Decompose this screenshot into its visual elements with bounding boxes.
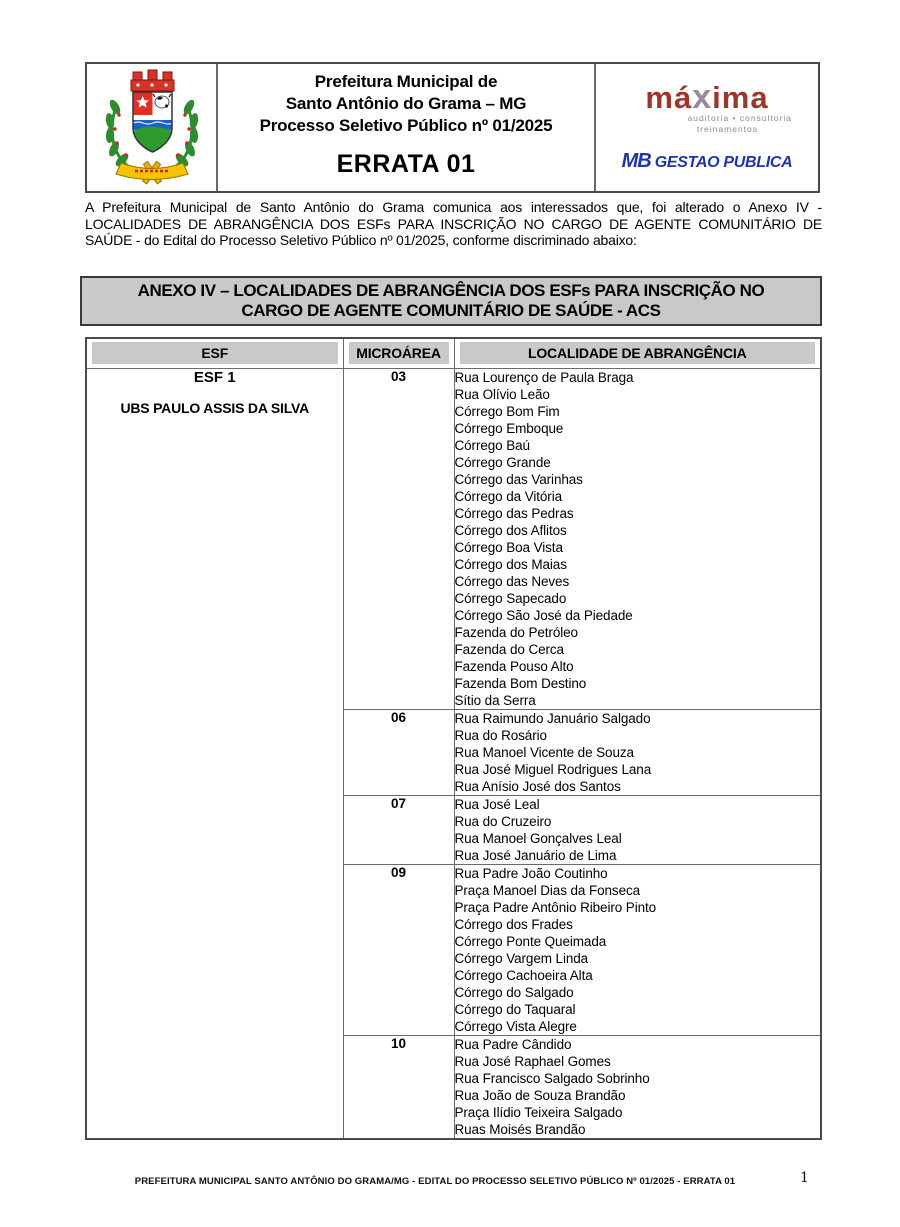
- locality-line: Rua José Januário de Lima: [454, 848, 617, 863]
- microarea-cell: 06: [343, 710, 454, 796]
- locality-line: Córrego Ponte Queimada: [454, 934, 607, 949]
- locality-line: Rua João de Souza Brandão: [454, 1088, 626, 1103]
- locality-line: Fazenda do Cerca: [454, 642, 564, 657]
- ribbon-banner: [116, 163, 188, 180]
- locality-line: Rua Manoel Gonçalves Leal: [454, 831, 622, 846]
- locality-line: Córrego Sapecado: [454, 591, 567, 606]
- table-row: [86, 369, 821, 710]
- locality-line: Córrego Baú: [454, 438, 530, 453]
- anexo-title-line-1: ANEXO IV – LOCALIDADES DE ABRANGÊNCIA DOS ESFs PARA INSCRIÇÃO NO: [137, 281, 765, 300]
- microarea-cell: 10: [343, 1036, 454, 1140]
- anexo-title-box: [80, 276, 822, 326]
- locality-line: Córrego São José da Piedade: [454, 608, 633, 623]
- crest-cell: [87, 64, 218, 191]
- locality-line: Córrego das Pedras: [454, 506, 574, 521]
- locality-line: Córrego do Salgado: [454, 985, 574, 1000]
- locality-line: Córrego dos Maias: [454, 557, 567, 572]
- anexo-title-line-2: CARGO DE AGENTE COMUNITÁRIO DE SAÚDE - ACS: [241, 301, 661, 320]
- microarea-cell: 07: [343, 796, 454, 865]
- mb-gestao-publica-logo: [622, 150, 793, 173]
- localities-cell: [454, 369, 821, 710]
- header-cell-esf: [86, 338, 343, 369]
- locality-line: Praça Manoel Dias da Fonseca: [454, 883, 641, 898]
- title-cell: [218, 64, 596, 191]
- locality-line: Córrego das Neves: [454, 574, 570, 589]
- header-cell-localidade: [454, 338, 821, 369]
- localities-cell: [454, 710, 821, 796]
- left-branch: [104, 98, 131, 169]
- locality-line: Rua Lourenço de Paula Braga: [454, 370, 634, 385]
- locality-line: Córrego Grande: [454, 455, 551, 470]
- mb-logo-text: GESTAO PUBLICA: [654, 154, 793, 171]
- mural-crown: [131, 70, 174, 91]
- locality-line: Rua Manoel Vicente de Souza: [454, 745, 634, 760]
- header-label-esf: ESF: [92, 342, 338, 364]
- locality-line: Córrego Vista Alegre: [454, 1019, 577, 1034]
- microarea-cell: 03: [343, 369, 454, 710]
- table-head: [86, 338, 821, 369]
- locality-line: Córrego Vargem Linda: [454, 951, 589, 966]
- locality-line: Rua do Rosário: [454, 728, 547, 743]
- logo-cell: [596, 64, 818, 191]
- locality-line: Fazenda Bom Destino: [454, 676, 587, 691]
- localities-table: [85, 337, 822, 1140]
- locality-line: Córrego dos Frades: [454, 917, 573, 932]
- locality-line: Rua Anísio José dos Santos: [454, 779, 621, 794]
- title-line-1: Prefeitura Municipal de: [314, 72, 498, 91]
- esf-cell: [86, 369, 343, 1140]
- footer-text: PREFEITURA MUNICIPAL SANTO ANTÔNIO DO GRAMA/MG - EDITAL DO PROCESSO SELETIVO PÚBLICO Nº 01/2025 - ERRATA 01: [134, 1176, 736, 1187]
- maxima-logo-x: x: [692, 78, 713, 116]
- table-header-row: [86, 338, 821, 369]
- locality-line: Rua Padre João Coutinho: [454, 866, 608, 881]
- intro-paragraph: A Prefeitura Municipal de Santo Antônio do Grama comunica aos interessados que, foi alterado o Anexo IV - LOCALIDADES DE ABRANGÊNCIA DOS ESFs PARA INSCRIÇÃO NO CARGO DE AGENTE COMUNITÁRIO DE SAÚDE - do Edital do Processo Seletivo Público nº 01/2025, conforme discriminado abaixo:: [85, 199, 822, 249]
- header-label-localidade: LOCALIDADE DE ABRANGÊNCIA: [460, 342, 816, 364]
- maxima-logo: [645, 78, 769, 116]
- right-branch: [172, 98, 199, 169]
- page-number: 1: [800, 1170, 809, 1186]
- localities-cell: [454, 865, 821, 1036]
- errata-title: ERRATA 01: [336, 150, 476, 178]
- title-line-3: Processo Seletivo Público nº 01/2025: [259, 116, 553, 135]
- locality-line: Rua Padre Cândido: [454, 1037, 572, 1052]
- locality-line: Rua Francisco Salgado Sobrinho: [454, 1071, 650, 1086]
- title-line-2: Santo Antônio do Grama – MG: [285, 94, 527, 113]
- locality-line: Rua José Raphael Gomes: [454, 1054, 611, 1069]
- locality-line: Ruas Moisés Brandão: [454, 1122, 586, 1137]
- locality-line: Córrego da Vitória: [454, 489, 563, 504]
- table-body: [86, 369, 821, 1140]
- locality-line: Praça Padre Antônio Ribeiro Pinto: [454, 900, 657, 915]
- locality-line: Rua José Miguel Rodrigues Lana: [454, 762, 652, 777]
- locality-line: Rua Raimundo Januário Salgado: [454, 711, 651, 726]
- localities-cell: [454, 1036, 821, 1140]
- shield: [133, 92, 173, 155]
- locality-line: Rua Olívio Leão: [454, 387, 550, 402]
- municipal-coat-of-arms-icon: [99, 67, 205, 189]
- locality-line: Córrego do Taquaral: [454, 1002, 576, 1017]
- locality-line: Rua José Leal: [454, 797, 540, 812]
- maxima-logo-part2: ima: [712, 80, 769, 115]
- locality-line: Fazenda do Petróleo: [454, 625, 578, 640]
- maxima-tagline-1: auditoria • consultoria: [687, 113, 792, 123]
- locality-line: Rua do Cruzeiro: [454, 814, 552, 829]
- mb-logo-prefix: MB: [621, 150, 651, 172]
- locality-line: Fazenda Pouso Alto: [454, 659, 574, 674]
- locality-line: Sítio da Serra: [454, 693, 536, 708]
- locality-line: Córrego Cachoeira Alta: [454, 968, 593, 983]
- locality-line: Praça Ilídio Teixeira Salgado: [454, 1105, 623, 1120]
- esf-ubs-name: UBS PAULO ASSIS DA SILVA: [120, 400, 310, 416]
- maxima-logo-part1: má: [645, 80, 693, 115]
- maxima-tagline-2: treinamentos: [696, 124, 758, 134]
- locality-line: Córrego das Varinhas: [454, 472, 583, 487]
- locality-line: Córrego Emboque: [454, 421, 564, 436]
- locality-line: Córrego dos Aflitos: [454, 523, 567, 538]
- esf-name: ESF 1: [193, 369, 236, 386]
- localities-cell: [454, 796, 821, 865]
- locality-line: Córrego Boa Vista: [454, 540, 563, 555]
- header-cell-microarea: [343, 338, 454, 369]
- locality-line: Córrego Bom Fim: [454, 404, 560, 419]
- header-label-microarea: MICROÁREA: [349, 342, 449, 364]
- document-header: [85, 62, 820, 193]
- microarea-cell: 09: [343, 865, 454, 1036]
